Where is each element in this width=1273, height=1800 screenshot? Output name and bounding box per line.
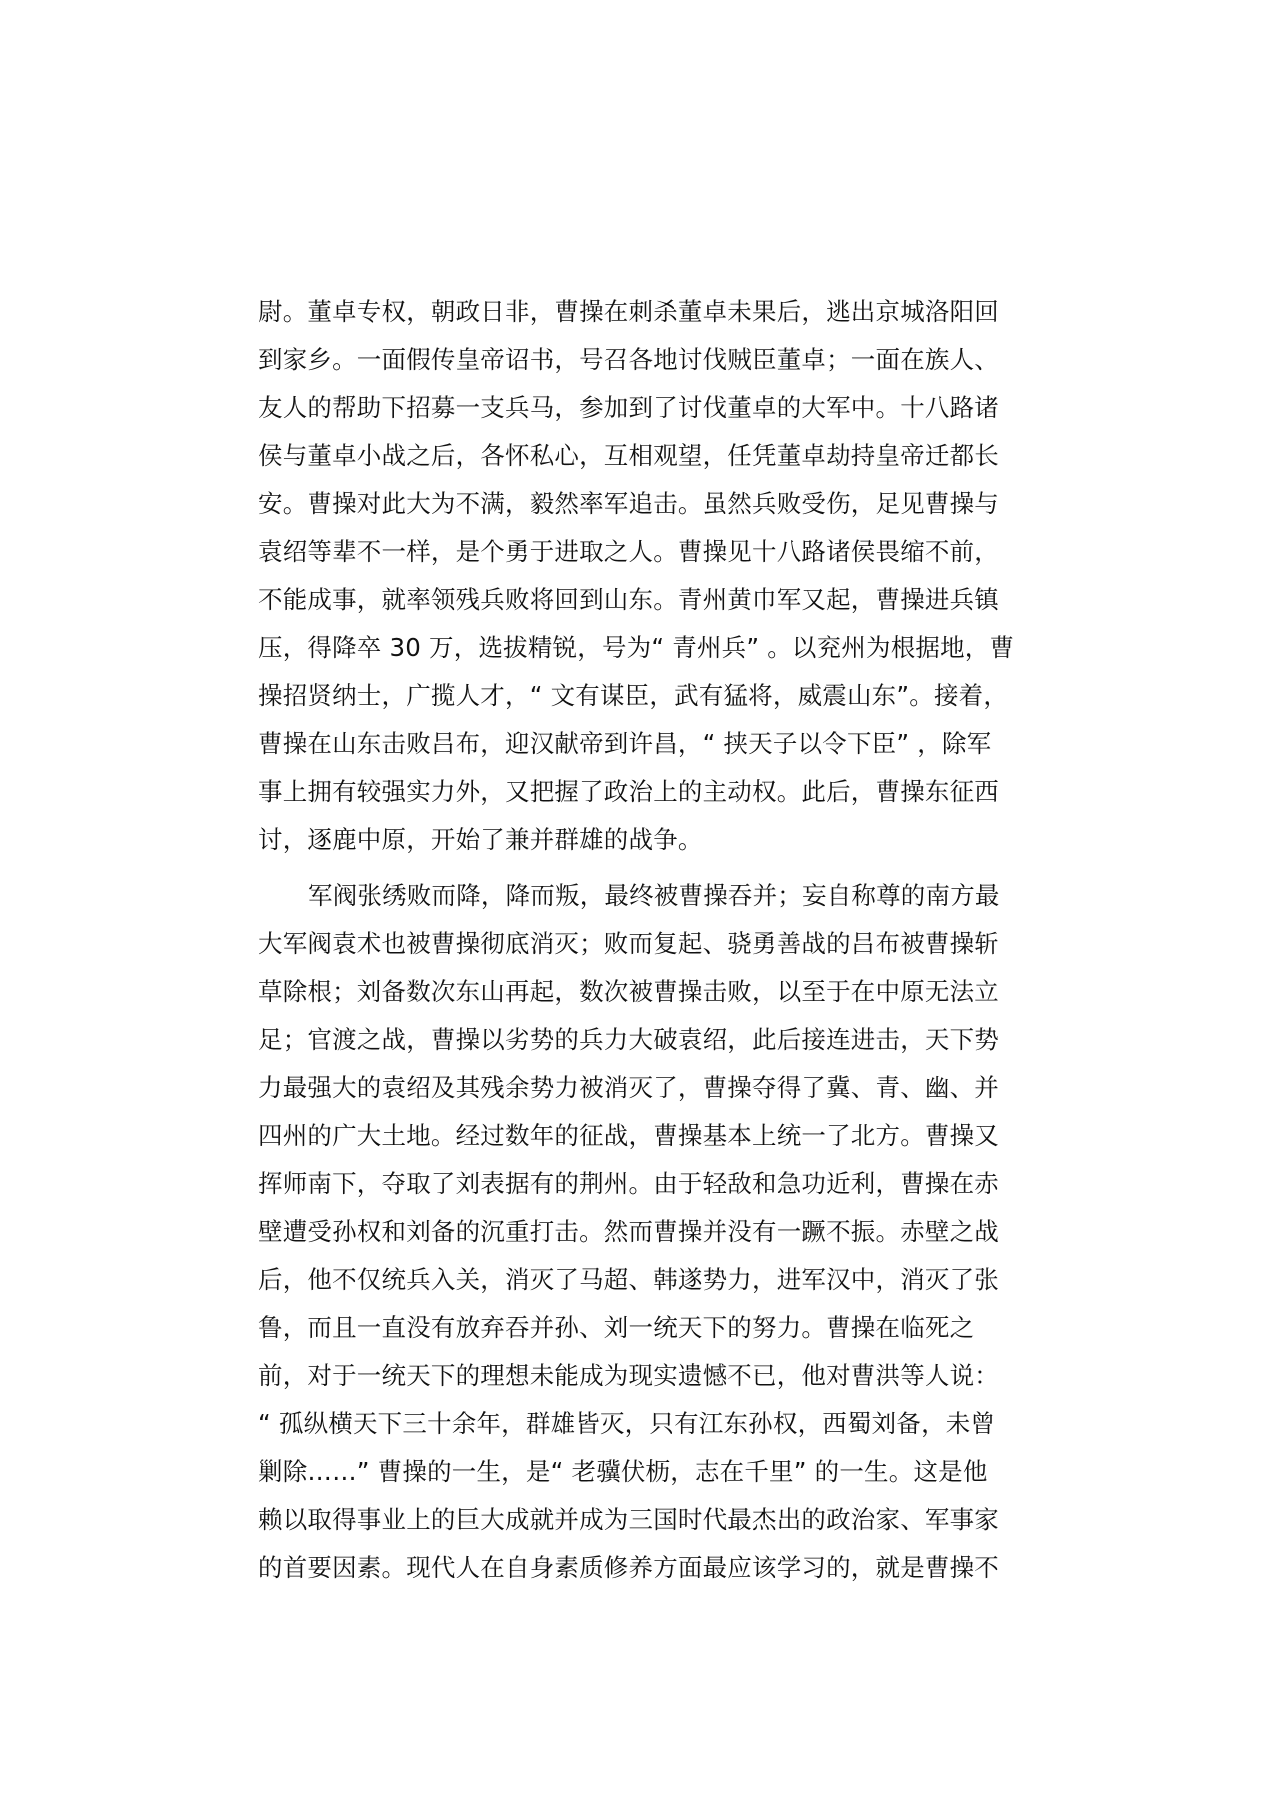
text-line: 讨，逐鹿中原，开始了兼并群雄的战争。 bbox=[258, 825, 703, 854]
text-line: 压，得降卒 30 万，选拔精锐，号为“ 青州兵” 。以兖州为根据地，曹 bbox=[258, 633, 1015, 662]
text-line: 曹操在山东击败吕布，迎汉献帝到许昌，“ 挟天子以令下臣” ，除军 bbox=[258, 729, 992, 758]
text-line: 袁绍等辈不一样，是个勇于进取之人。曹操见十八路诸侯畏缩不前， bbox=[258, 537, 999, 566]
text-line: 大军阀袁术也被曹操彻底消灭；败而复起、骁勇善战的吕布被曹操斩 bbox=[258, 929, 999, 958]
text-line: 友人的帮助下招募一支兵马，参加到了讨伐董卓的大军中。十八路诸 bbox=[258, 393, 999, 422]
text-line: 前，对于一统天下的理想未能成为现实遗憾不已，他对曹洪等人说： bbox=[258, 1361, 999, 1390]
text-line: 四州的广大土地。经过数年的征战，曹操基本上统一了北方。曹操又 bbox=[258, 1121, 999, 1150]
text-line: 安。曹操对此大为不满，毅然率军追击。虽然兵败受伤，足见曹操与 bbox=[258, 489, 999, 518]
text-line: 草除根；刘备数次东山再起，数次被曹操击败，以至于在中原无法立 bbox=[258, 977, 999, 1006]
text-line: 挥师南下，夺取了刘表据有的荆州。由于轻敌和急功近利，曹操在赤 bbox=[258, 1169, 999, 1198]
text-line: 后，他不仅统兵入关，消灭了马超、韩遂势力，进军汉中，消灭了张 bbox=[258, 1265, 999, 1294]
text-line: 尉。董卓专权，朝政日非，曹操在刺杀董卓未果后，逃出京城洛阳回 bbox=[258, 297, 999, 326]
text-line: 剿除……” 曹操的一生，是“ 老骥伏枥，志在千里” 的一生。这是他 bbox=[258, 1457, 988, 1486]
text-line: 到家乡。一面假传皇帝诏书，号召各地讨伐贼臣董卓；一面在族人、 bbox=[258, 345, 999, 374]
text-line: “ 孤纵横天下三十余年，群雄皆灭，只有江东孙权，西蜀刘备，未曾 bbox=[258, 1409, 996, 1438]
text-line: 操招贤纳士，广揽人才，“ 文有谋臣，武有猛将，威震山东”。接着， bbox=[258, 681, 1009, 710]
text-line: 不能成事，就率领残兵败将回到山东。青州黄巾军又起，曹操进兵镇 bbox=[258, 585, 999, 614]
text-line: 鲁，而且一直没有放弃吞并孙、刘一统天下的努力。曹操在临死之 bbox=[258, 1313, 975, 1342]
paragraph bbox=[258, 872, 1018, 1592]
text-line: 侯与董卓小战之后，各怀私心，互相观望，任凭董卓劫持皇帝迁都长 bbox=[258, 441, 999, 470]
text-line: 壁遭受孙权和刘备的沉重打击。然而曹操并没有一蹶不振。赤壁之战 bbox=[258, 1217, 999, 1246]
text-line: 的首要因素。现代人在自身素质修养方面最应该学习的，就是曹操不 bbox=[258, 1553, 999, 1582]
text-line: 军阀张绣败而降，降而叛，最终被曹操吞并；妄自称尊的南方最 bbox=[308, 881, 1000, 910]
paragraph bbox=[258, 288, 1018, 864]
text-line: 事上拥有较强实力外，又把握了政治上的主动权。此后，曹操东征西 bbox=[258, 777, 999, 806]
text-line: 足；官渡之战，曹操以劣势的兵力大破袁绍，此后接连进击，天下势 bbox=[258, 1025, 999, 1054]
text-line: 赖以取得事业上的巨大成就并成为三国时代最杰出的政治家、军事家 bbox=[258, 1505, 999, 1534]
body-text bbox=[258, 288, 1018, 1592]
text-line: 力最强大的袁绍及其残余势力被消灭了，曹操夺得了冀、青、幽、并 bbox=[258, 1073, 999, 1102]
